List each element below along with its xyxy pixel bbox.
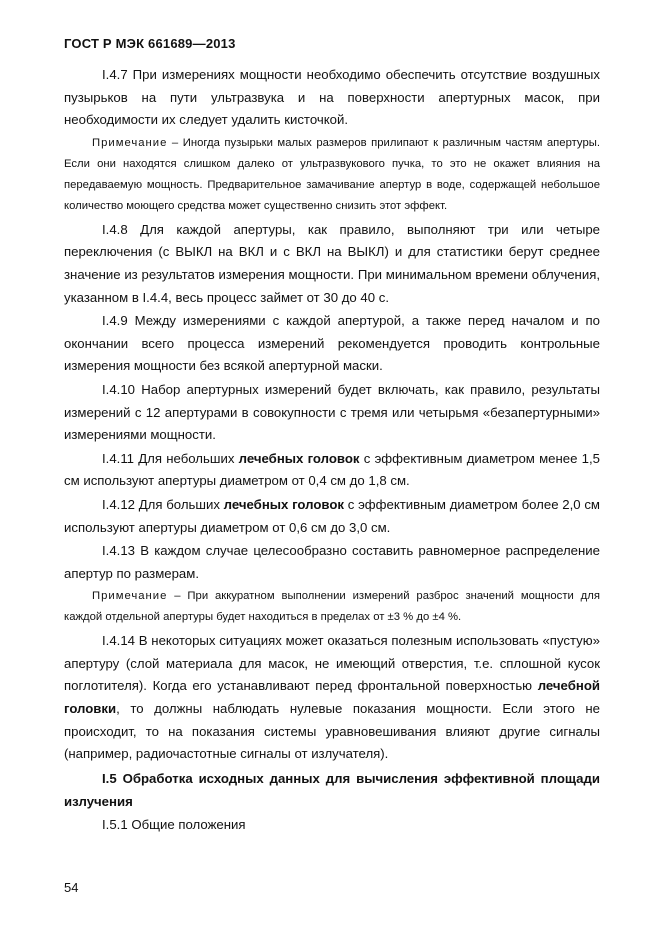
note-1	[64, 133, 600, 217]
paragraph-i-4-9: I.4.9 Между измерениями с каждой апертурой, а также перед началом и по окончании всего процесса измерений рекомендуется проводить контрольные измерения мощности без всякой апертурной маски.	[64, 313, 600, 374]
page-content	[64, 64, 600, 837]
bold-term: лечебных головок	[223, 496, 345, 512]
note-text: – Иногда пузырьки малых размеров прилипают к различным частям апертуры. Если они находятся слишком далеко от ультразвукового пучка, то это не окажет влияния на передаваемую мощность. Предварительное замачивание апертур в воде, содержащей небольшое количество моющего средства может существенно снизить этот эффект.	[64, 136, 600, 212]
paragraph-i-4-13: I.4.13 В каждом случае целесообразно составить равномерное распределение апертур по размерам.	[64, 543, 600, 581]
note-label: Примечание	[92, 136, 168, 149]
paragraph-i-4-14	[64, 630, 600, 766]
section-heading-i-5: I.5 Обработка исходных данных для вычисления эффективной площади излучения	[64, 770, 600, 809]
bold-term: лечебной головки	[64, 678, 600, 717]
subsection-i-5-1: I.5.1 Общие положения	[102, 816, 246, 832]
paragraph-i-4-12	[64, 494, 600, 539]
document-header: ГОСТ Р МЭК 661689—2013	[64, 36, 236, 51]
note-label: Примечание	[92, 590, 168, 603]
note-text: – При аккуратном выполнении измерений разброс значений мощности для каждой отдельной апертуры будет находиться в пределах от ±3 % до ±4 %.	[64, 590, 600, 624]
paragraph-i-4-10: I.4.10 Набор апертурных измерений будет включать, как правило, результаты измерений с 12 апертурами в совокупности с тремя или четырьмя «безапертурными» измерениями мощности.	[64, 381, 600, 443]
paragraph-text: I.4.14 В некоторых ситуациях может оказаться полезным использовать «пустую» апертуру (слой материала для масок, не имеющий отверстия, т.е. сплошной кусок поглотителя). Когда его устанавливают перед фронтальной поверхностью	[64, 633, 600, 694]
bold-term: лечебных головок	[238, 450, 360, 466]
note-2	[64, 586, 600, 628]
paragraph-text: I.4.12 Для больших	[102, 496, 224, 512]
paragraph-text: с эффективным диаметром более 2,0 см используют апертуры диаметром от 0,6 см до 3,0 см.	[64, 496, 600, 535]
page-number: 54	[64, 880, 79, 895]
paragraph-i-4-8: I.4.8 Для каждой апертуры, как правило, выполняют три или четыре переключения (с ВЫКЛ на ВКЛ и с ВКЛ на ВЫКЛ) и для статистики берут среднее значение из результатов измерения мощности. При минимальном времени облучения, указанном в I.4.4, весь процесс займет от 30 до 40 с.	[64, 221, 600, 305]
paragraph-i-4-11	[64, 448, 600, 493]
paragraph-text: с эффективным диаметром менее 1,5 см используют апертуры диаметром от 0,4 см до 1,8 см.	[64, 450, 600, 489]
paragraph-text: I.4.11 Для небольших	[102, 450, 239, 466]
paragraph-text: , то должны наблюдать нулевые показания мощности. Если этого не происходит, то на показания системы уравновешивания влияют другие сигналы (например, радиочастотные сигналы от излучателя).	[64, 701, 600, 762]
paragraph-i-4-7: I.4.7 При измерениях мощности необходимо обеспечить отсутствие воздушных пузырьков на пути ультразвука и на поверхности апертурных масок, при необходимости их следует удалить кисточкой.	[64, 67, 600, 128]
